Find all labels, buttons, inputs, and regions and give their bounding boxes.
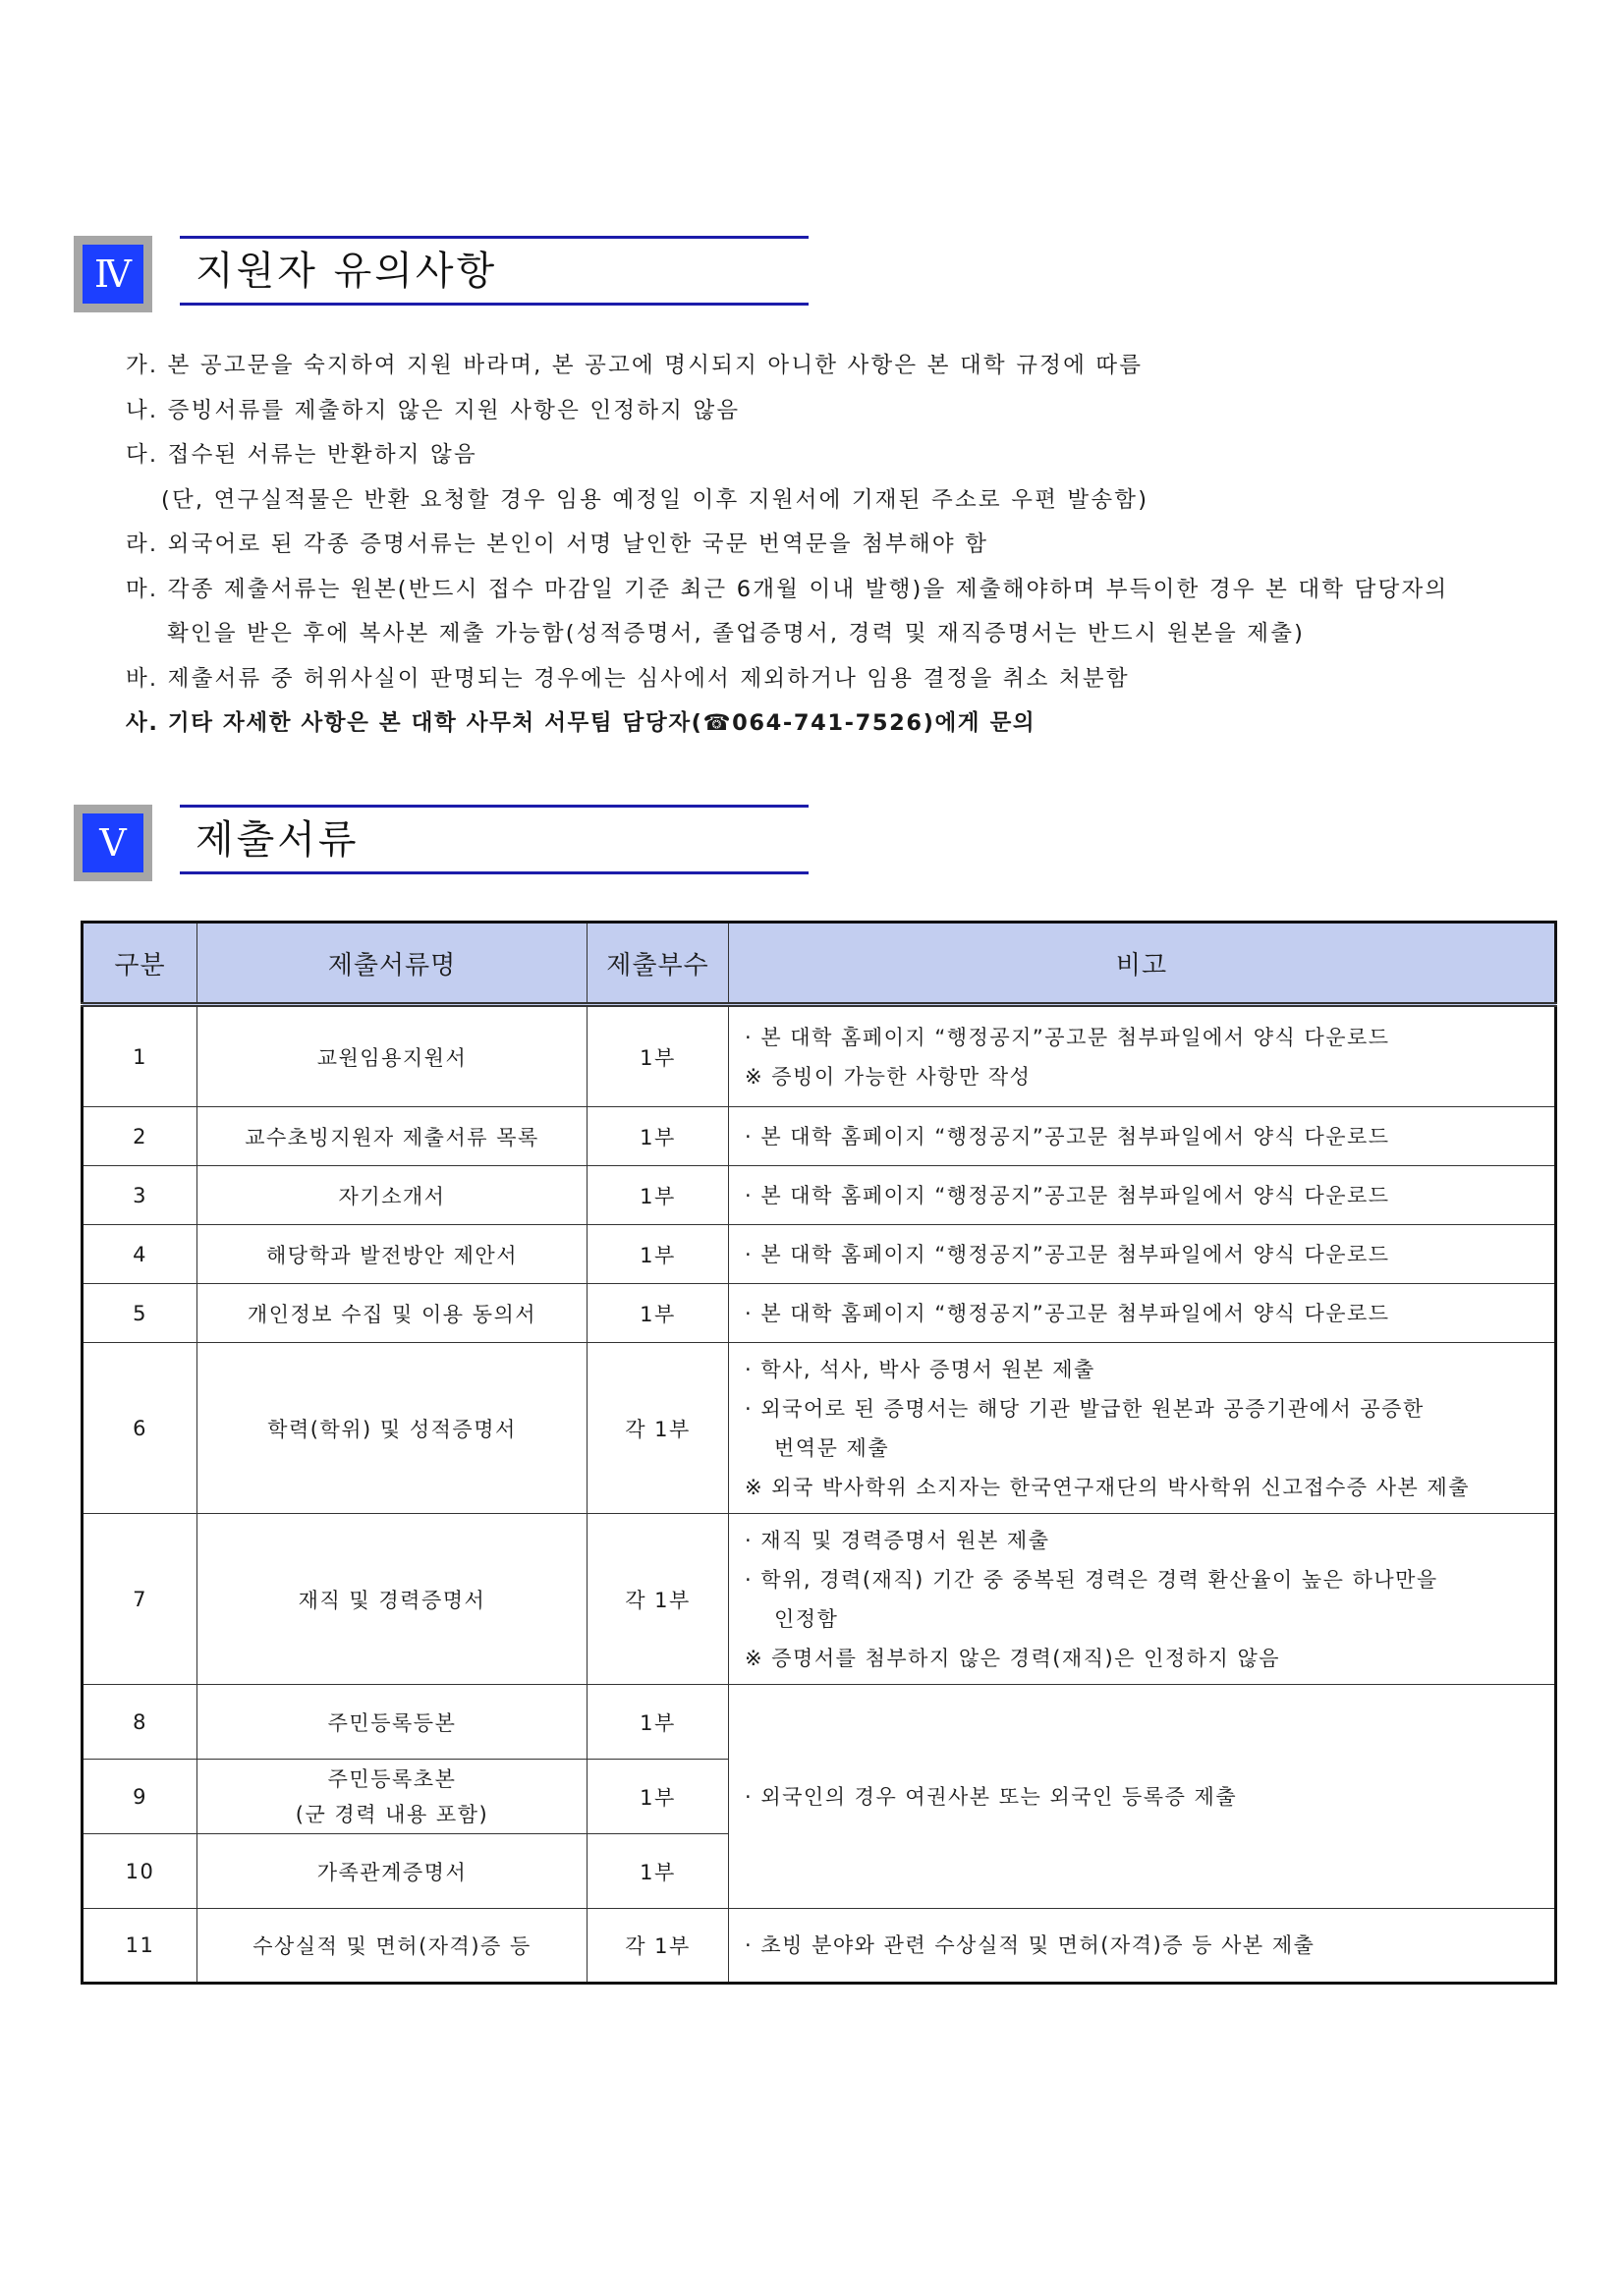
notice-item-da: 다. 접수된 서류는 반환하지 않음 xyxy=(126,442,477,468)
document-name: 자기소개서 xyxy=(197,1166,588,1225)
row-number: 9 xyxy=(83,1760,197,1834)
copy-count: 1부 xyxy=(588,1005,729,1107)
section-5-header xyxy=(74,805,811,878)
section-4-numeral: Ⅳ xyxy=(83,245,143,304)
submission-documents-table xyxy=(81,921,1557,1985)
section-5-rule-top xyxy=(180,805,809,808)
document-name-line: 주민등록초본 xyxy=(327,1766,457,1791)
notice-item-ra: 라. 외국어로 된 각종 증명서류는 본인이 서명 날인한 국문 번역문을 첨부해야 함 xyxy=(126,532,989,557)
remark-line: · 본 대학 홈페이지 “행정공지”공고문 첨부파일에서 양식 다운로드 xyxy=(745,1124,1390,1148)
document-name xyxy=(197,1760,588,1834)
row-number: 8 xyxy=(83,1685,197,1760)
document-name: 주민등록등본 xyxy=(197,1685,588,1760)
remarks-cell xyxy=(729,1005,1556,1107)
notice-item-ba: 바. 제출서류 중 허위사실이 판명되는 경우에는 심사에서 제외하거나 임용 결정을 취소 처분함 xyxy=(126,665,1130,692)
notice-item-ma-cont: 확인을 받은 후에 복사본 제출 가능함(성적증명서, 졸업증명서, 경력 및 재직증명서는 반드시 원본을 제출) xyxy=(167,621,1306,646)
row-number: 6 xyxy=(83,1343,197,1514)
notice-item-ma: 마. 각종 제출서류는 원본(반드시 접수 마감일 기준 최근 6개월 이내 발행)을 제출해야하며 부득이한 경우 본 대학 담당자의 xyxy=(126,576,1449,602)
remark-line: 인정함 xyxy=(774,1606,839,1631)
header-copies: 제출부수 xyxy=(588,923,729,1005)
copy-count: 1부 xyxy=(588,1284,729,1343)
table-row xyxy=(83,1005,1556,1107)
document-name: 교수초빙지원자 제출서류 목록 xyxy=(197,1107,588,1166)
remarks-cell xyxy=(729,1343,1556,1514)
table-header-row xyxy=(83,923,1556,1005)
remark-line: · 외국어로 된 증명서는 해당 기관 발급한 원본과 공증기관에서 공증한 xyxy=(745,1396,1425,1421)
table-row xyxy=(83,1107,1556,1166)
copy-count: 1부 xyxy=(588,1107,729,1166)
remark-line: ※ 증명서를 첨부하지 않은 경력(재직)은 인정하지 않음 xyxy=(745,1646,1281,1670)
document-name: 학력(학위) 및 성적증명서 xyxy=(197,1343,588,1514)
row-number: 10 xyxy=(83,1834,197,1909)
copy-count: 1부 xyxy=(588,1834,729,1909)
section-4-rule-top xyxy=(180,236,809,239)
copy-count: 1부 xyxy=(588,1166,729,1225)
table-row xyxy=(83,1685,1556,1760)
table-row xyxy=(83,1225,1556,1284)
notice-item-da-note: (단, 연구실적물은 반환 요청할 경우 임용 예정일 이후 지원서에 기재된 주소로 우편 발송함) xyxy=(161,486,1149,513)
section-5-numeral: Ⅴ xyxy=(83,813,143,872)
notice-item-ga: 가. 본 공고문을 숙지하여 지원 바라며, 본 공고에 명시되지 아니한 사항은 본 대학 규정에 따름 xyxy=(126,353,1144,378)
header-category: 구분 xyxy=(83,923,197,1005)
notice-item-na: 나. 증빙서류를 제출하지 않은 지원 사항은 인정하지 않음 xyxy=(126,397,741,423)
copy-count: 각 1부 xyxy=(588,1514,729,1685)
document-name: 교원임용지원서 xyxy=(197,1005,588,1107)
remarks-cell xyxy=(729,1909,1556,1984)
header-remarks: 비고 xyxy=(729,923,1556,1005)
remark-line: · 본 대학 홈페이지 “행정공지”공고문 첨부파일에서 양식 다운로드 xyxy=(745,1025,1390,1049)
section-5-rule-bottom xyxy=(180,871,809,874)
remark-line: · 재직 및 경력증명서 원본 제출 xyxy=(745,1528,1050,1552)
remark-line: 번역문 제출 xyxy=(774,1435,890,1460)
remarks-cell xyxy=(729,1107,1556,1166)
section-4-rule-bottom xyxy=(180,303,809,306)
remark-line: · 학사, 석사, 박사 증명서 원본 제출 xyxy=(745,1357,1095,1381)
copy-count: 1부 xyxy=(588,1685,729,1760)
remark-line: · 본 대학 홈페이지 “행정공지”공고문 첨부파일에서 양식 다운로드 xyxy=(745,1242,1390,1266)
remark-line: · 본 대학 홈페이지 “행정공지”공고문 첨부파일에서 양식 다운로드 xyxy=(745,1301,1390,1325)
row-number: 5 xyxy=(83,1284,197,1343)
remark-line: · 초빙 분야와 관련 수상실적 및 면허(자격)증 등 사본 제출 xyxy=(745,1933,1316,1957)
document-name-line: (군 경력 내용 포함) xyxy=(295,1802,489,1826)
table-row xyxy=(83,1909,1556,1984)
document-name: 재직 및 경력증명서 xyxy=(197,1514,588,1685)
section-5-badge xyxy=(74,805,152,881)
copy-count: 각 1부 xyxy=(588,1909,729,1984)
row-number: 7 xyxy=(83,1514,197,1685)
table-row xyxy=(83,1514,1556,1685)
section-4-badge xyxy=(74,236,152,312)
table-row xyxy=(83,1343,1556,1514)
row-number: 1 xyxy=(83,1005,197,1107)
table-row xyxy=(83,1284,1556,1343)
copy-count: 1부 xyxy=(588,1760,729,1834)
row-number: 11 xyxy=(83,1909,197,1984)
row-number: 3 xyxy=(83,1166,197,1225)
notice-list xyxy=(126,344,1570,747)
section-5-title: 제출서류 xyxy=(196,817,360,863)
remark-line: ※ 외국 박사학위 소지자는 한국연구재단의 박사학위 신고접수증 사본 제출 xyxy=(745,1475,1471,1499)
document-name: 개인정보 수집 및 이용 동의서 xyxy=(197,1284,588,1343)
remark-line: · 외국인의 경우 여권사본 또는 외국인 등록증 제출 xyxy=(745,1784,1238,1809)
copy-count: 1부 xyxy=(588,1225,729,1284)
header-document-name: 제출서류명 xyxy=(197,923,588,1005)
document-name: 해당학과 발전방안 제안서 xyxy=(197,1225,588,1284)
notice-item-sa: 사. 기타 자세한 사항은 본 대학 사무처 서무팀 담당자(☎064-741-7526)에게 문의 xyxy=(126,710,1036,736)
table-row xyxy=(83,1166,1556,1225)
row-number: 2 xyxy=(83,1107,197,1166)
remark-line: · 학위, 경력(재직) 기간 중 중복된 경력은 경력 환산율이 높은 하나만을 xyxy=(745,1567,1438,1592)
copy-count: 각 1부 xyxy=(588,1343,729,1514)
remarks-cell xyxy=(729,1284,1556,1343)
remarks-cell xyxy=(729,1514,1556,1685)
remark-line: · 본 대학 홈페이지 “행정공지”공고문 첨부파일에서 양식 다운로드 xyxy=(745,1183,1390,1207)
document-name: 수상실적 및 면허(자격)증 등 xyxy=(197,1909,588,1984)
row-number: 4 xyxy=(83,1225,197,1284)
section-4-header xyxy=(74,236,811,309)
remark-line: ※ 증빙이 가능한 사항만 작성 xyxy=(745,1064,1032,1089)
section-4-title: 지원자 유의사항 xyxy=(196,249,498,294)
remarks-cell xyxy=(729,1166,1556,1225)
remarks-cell xyxy=(729,1225,1556,1284)
document-name: 가족관계증명서 xyxy=(197,1834,588,1909)
remarks-cell xyxy=(729,1685,1556,1909)
